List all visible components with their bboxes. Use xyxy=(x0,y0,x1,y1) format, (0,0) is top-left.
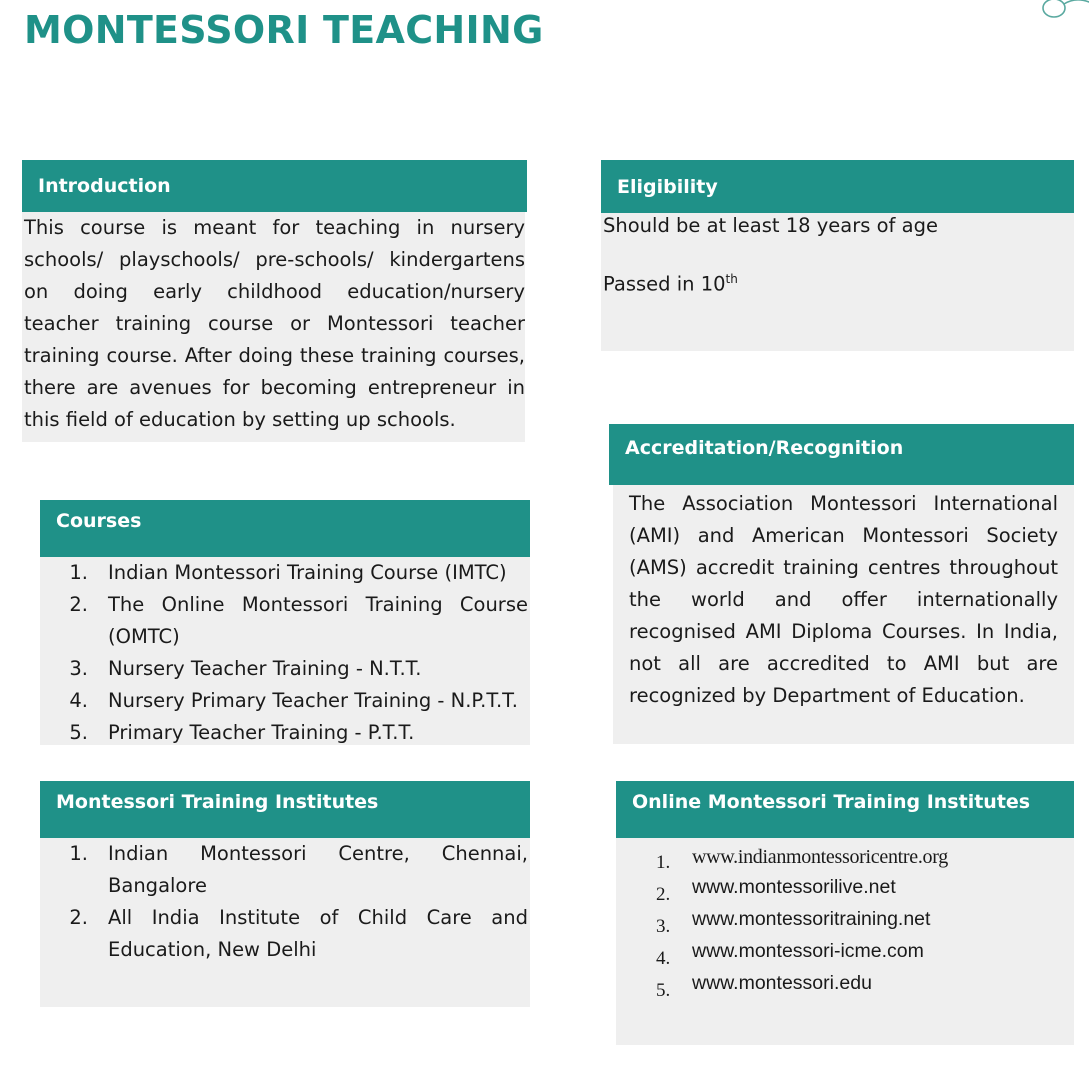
eligibility-education-text: Passed in 10 xyxy=(603,272,726,296)
online-institutes-heading: Online Montessori Training Institutes xyxy=(616,781,1074,838)
eligibility-education-sup: th xyxy=(725,272,738,286)
online-institute-link-text[interactable]: www.montessoritraining.net xyxy=(692,908,931,930)
online-institutes-body xyxy=(616,838,1074,1045)
institute-item-number: 2. xyxy=(69,906,88,929)
course-item xyxy=(40,557,528,589)
course-item xyxy=(40,589,528,653)
online-institutes-section xyxy=(616,781,1074,1045)
online-institute-link-text[interactable]: www.montessori-icme.com xyxy=(692,940,924,962)
course-item-number: 2. xyxy=(69,593,88,616)
introduction-text: This course is meant for teaching in nursery schools/ playschools/ pre-schools/ kindergartens on doing early childhood education/nursery teacher training course or Montessori teacher training course. After doing these training courses, there are avenues for becoming entrepreneur in this field of education by setting up schools. xyxy=(24,216,525,431)
course-item-text: Indian Montessori Training Course (IMTC) xyxy=(108,561,507,584)
course-item xyxy=(40,685,528,717)
institutes-heading: Montessori Training Institutes xyxy=(40,781,530,838)
decorative-swirl-icon xyxy=(1040,0,1089,26)
page-title: MONTESSORI TEACHING xyxy=(24,8,544,52)
introduction-section xyxy=(22,160,527,442)
introduction-heading: Introduction xyxy=(22,160,527,212)
courses-section xyxy=(40,500,530,745)
online-institute-link-text[interactable]: www.indianmontessoricentre.org xyxy=(692,846,948,868)
courses-body xyxy=(40,557,530,745)
accreditation-text: The Association Montessori International (AMI) and American Montessori Society (AMS) accredit training centres throughout the world and offer internationally recognised AMI Diploma Courses. In India, not all are accredited to AMI but are recognized by Department of Education. xyxy=(629,492,1058,707)
eligibility-body xyxy=(601,213,1074,351)
eligibility-section xyxy=(601,160,1074,351)
online-institute-link xyxy=(616,972,1074,1004)
online-institute-link-number: 3. xyxy=(656,916,671,937)
online-institute-link xyxy=(616,940,1074,972)
online-institutes-list xyxy=(616,838,1074,1004)
institute-item-text: Indian Montessori Centre, Chennai, Bangalore xyxy=(108,842,528,897)
accreditation-section xyxy=(609,424,1074,744)
eligibility-age: Should be at least 18 years of age xyxy=(603,214,938,237)
accreditation-body xyxy=(613,485,1074,744)
institute-item-text: All India Institute of Child Care and Education, New Delhi xyxy=(108,906,528,961)
online-institute-link-number: 4. xyxy=(656,948,671,969)
institute-item xyxy=(40,838,528,902)
online-institute-link-text[interactable]: www.montessorilive.net xyxy=(692,876,896,898)
course-item-text: Primary Teacher Training - P.T.T. xyxy=(108,721,415,744)
online-institute-link-number: 2. xyxy=(656,884,671,905)
eligibility-heading: Eligibility xyxy=(601,160,1074,213)
eligibility-education xyxy=(601,263,1074,301)
course-item xyxy=(40,653,528,685)
course-item-text: Nursery Teacher Training - N.T.T. xyxy=(108,657,422,680)
course-item-text: The Online Montessori Training Course (OMTC) xyxy=(108,593,528,648)
courses-heading: Courses xyxy=(40,500,530,557)
institutes-list xyxy=(40,838,530,966)
online-institute-link xyxy=(616,844,1074,876)
course-item xyxy=(40,717,528,749)
institutes-body xyxy=(40,838,530,1007)
institute-item xyxy=(40,902,528,966)
online-institute-link-number: 1. xyxy=(656,852,671,873)
introduction-body xyxy=(22,212,525,442)
online-institute-link-text[interactable]: www.montessori.edu xyxy=(692,972,872,994)
institute-item-number: 1. xyxy=(69,842,88,865)
course-item-number: 5. xyxy=(69,721,88,744)
accreditation-heading: Accreditation/Recognition xyxy=(609,424,1074,485)
course-item-number: 3. xyxy=(69,657,88,680)
course-item-text: Nursery Primary Teacher Training - N.P.T.T. xyxy=(108,689,518,712)
courses-list xyxy=(40,557,530,749)
course-item-number: 1. xyxy=(69,561,88,584)
online-institute-link-number: 5. xyxy=(656,980,671,1001)
institutes-section xyxy=(40,781,530,1007)
course-item-number: 4. xyxy=(69,689,88,712)
online-institute-link xyxy=(616,876,1074,908)
online-institute-link xyxy=(616,908,1074,940)
